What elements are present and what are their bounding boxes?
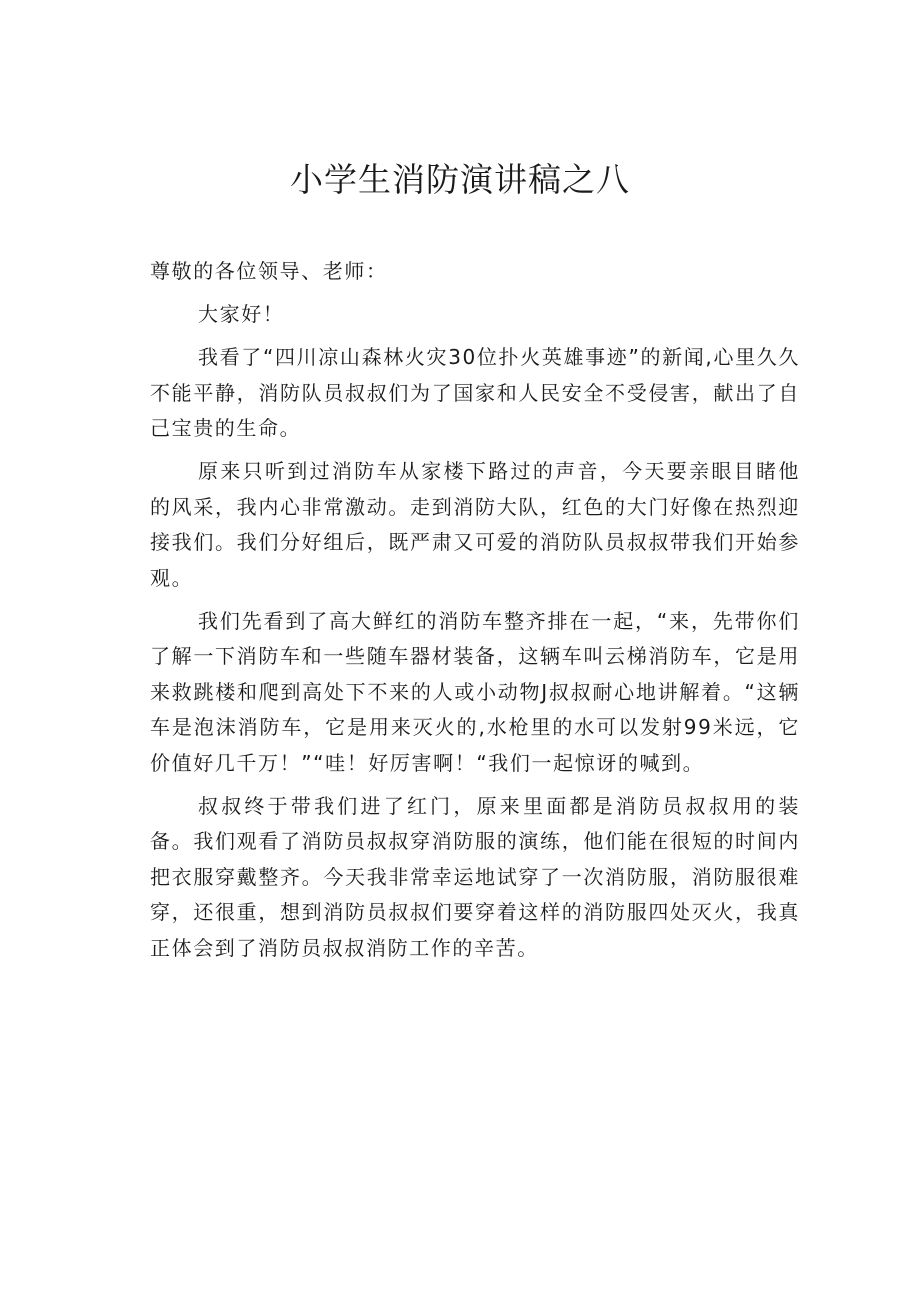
paragraph-news: 我看了“四川凉山森林火灾30位扑火英雄事迹”的新闻,心里久久不能平静，消防队员叔叔们为了国家和人民安全不受侵害，献出了自己宝贵的生命。 [150, 345, 800, 440]
paragraph-equipment: 叔叔终于带我们进了红门，原来里面都是消防员叔叔用的装备。我们观看了消防员叔叔穿消防服的演练，他们能在很短的时间内把衣服穿戴整齐。今天我非常幸运地试穿了一次消防服，消防服很难穿，还很重，想到消防员叔叔们要穿着这样的消防服四处灭火，我真正体会到了消防员叔叔消防工作的辛苦。 [150, 793, 800, 960]
paragraph-fire-trucks: 我们先看到了高大鲜红的消防车整齐排在一起，“来，先带你们了解一下消防车和一些随车器材装备，这辆车叫云梯消防车，它是用来救跳楼和爬到高处下不来的人或小动物J叔叔耐心地讲解着。“这辆车是泡沫消防车，它是用来灭火的,水枪里的水可以发射99米远，它价值好几千万！”“哇！好厉害啊！“我们一起惊讶的喊到。 [150, 608, 800, 775]
salutation: 尊敬的各位领导、老师： [150, 259, 388, 283]
document-body [150, 254, 800, 966]
document-title: 小学生消防演讲稿之八 [290, 160, 630, 199]
paragraph-visit: 原来只听到过消防车从家楼下路过的声音，今天要亲眼目睹他的风采，我内心非常激动。走到消防大队，红色的大门好像在热烈迎接我们。我们分好组后，既严肃又可爱的消防队员叔叔带我们开始参观。 [150, 459, 800, 590]
paragraph-greeting: 大家好！ [198, 302, 285, 326]
